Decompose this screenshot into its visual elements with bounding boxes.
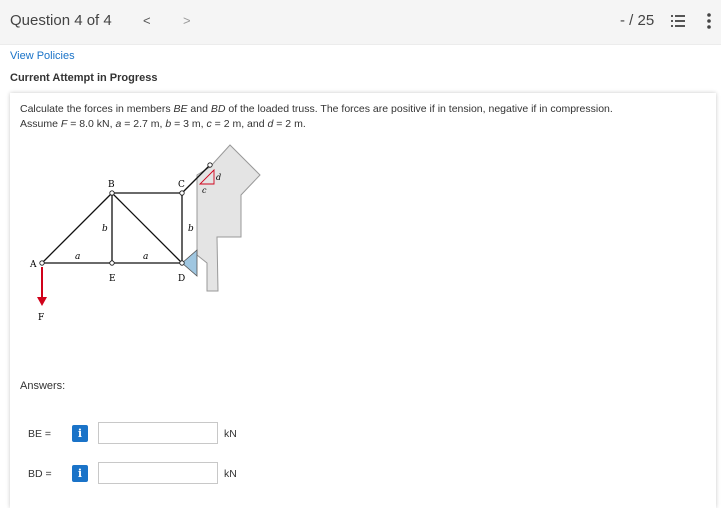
next-question-button[interactable]: > — [183, 13, 191, 28]
truss-joints — [40, 163, 212, 265]
wall — [197, 145, 260, 291]
answers-heading: Answers: — [20, 380, 66, 392]
label-b-right: b — [188, 224, 194, 234]
list-icon[interactable] — [671, 14, 685, 28]
label-F: F — [38, 313, 45, 323]
attempt-status: Current Attempt in Progress — [10, 72, 158, 84]
question-header — [0, 0, 721, 45]
question-counter: Question 4 of 4 — [10, 12, 112, 29]
problem-statement — [20, 102, 700, 132]
label-d: d — [216, 173, 222, 182]
problem-line-2: Assume F = 8.0 kN, a = 2.7 m, b = 3 m, c = 2 m, and d = 2 m. — [20, 118, 306, 130]
info-icon[interactable]: i — [72, 425, 88, 442]
problem-line-1: Calculate the forces in members BE and BD of the loaded truss. The forces are positive if in tension, negative if in compression. — [20, 103, 613, 115]
load-arrow-icon — [37, 297, 47, 306]
label-A: A — [30, 260, 37, 270]
label-b-left: b — [102, 224, 108, 234]
truss-figure — [22, 139, 262, 339]
label-D: D — [178, 274, 186, 284]
label-C: C — [178, 180, 185, 190]
question-card — [10, 93, 716, 508]
label-c: c — [202, 186, 207, 195]
answer-label-bd: BD = — [28, 468, 52, 480]
info-icon[interactable]: i — [72, 465, 88, 482]
unit-label-be: kN — [224, 428, 237, 440]
more-vertical-icon[interactable] — [706, 12, 712, 30]
label-a-left: a — [75, 252, 81, 262]
label-a-right: a — [143, 252, 149, 262]
label-B: B — [108, 180, 115, 190]
previous-question-button[interactable]: < — [143, 13, 151, 28]
view-policies-link[interactable]: View Policies — [10, 50, 75, 62]
score-display: - / 25 — [620, 12, 655, 29]
answer-input-bd[interactable] — [98, 462, 218, 484]
answer-label-be: BE = — [28, 428, 52, 440]
label-E: E — [109, 274, 116, 284]
unit-label-bd: kN — [224, 468, 237, 480]
answer-input-be[interactable] — [98, 422, 218, 444]
